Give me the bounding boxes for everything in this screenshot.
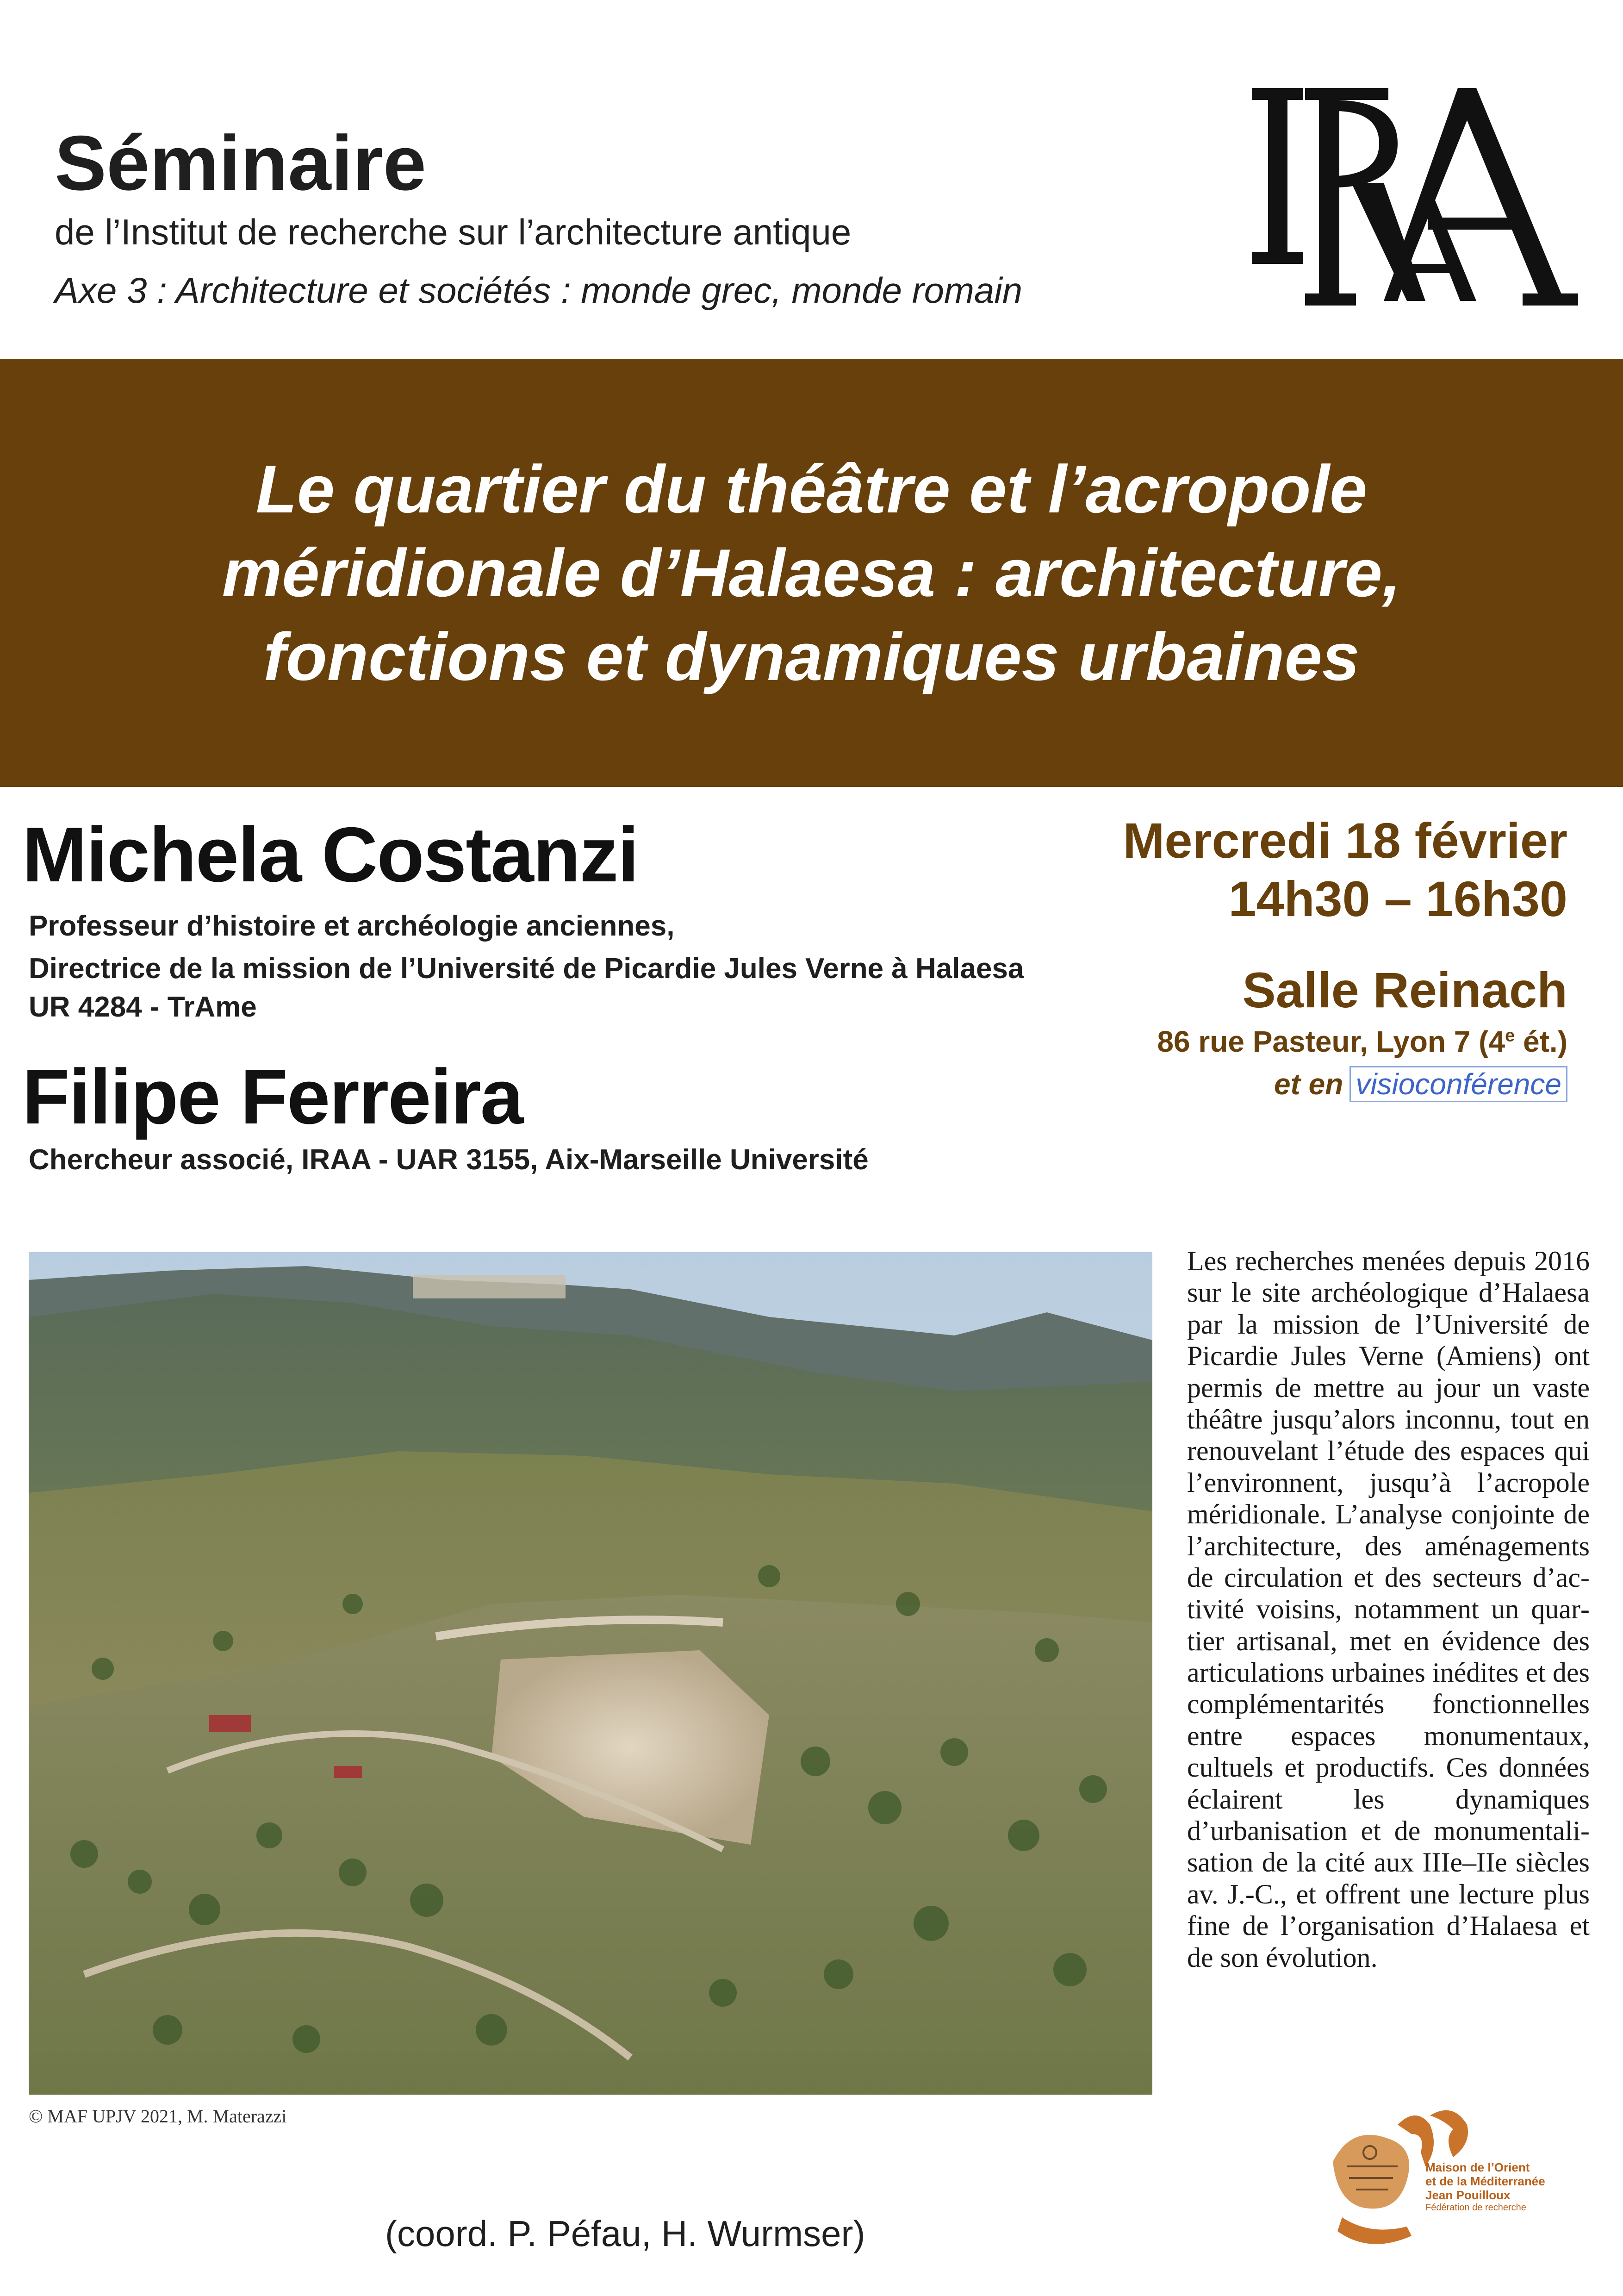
speaker-2-name: Filipe Ferreira bbox=[22, 1053, 523, 1140]
event-time: 14h30 – 16h30 bbox=[1228, 871, 1567, 927]
abstract-text: Les recherches menées depuis 2016 sur le site archéologique d’Halaesa par la mission de l’Université de Picardie Jules Verne (Amiens) ont permis de mettre au jour un vaste théâtre jusqu’alors inconnu, tout en renouvelant l’étude des espaces qui l’environnent, jusqu’à l’acropole méridionale. L’analyse conjointe de l’architecture, des aménagements de circulation et des secteurs d’activité voisins, notamment un quartier artisanal, met en évidence des articulations urbaines inédites et des complémentarités fonctionnelles entre espaces monumentaux, cultuels et productifs. Ces données éclairent les dynamiques d’urbanisation et de monumentalisation de la cité aux IIIe–IIe siècles av. J.-C., et offrent une lecture plus fine de l’organisation d’Halaesa et de son évolution. bbox=[1187, 1246, 1590, 1973]
axis-line: Axe 3 : Architecture et sociétés : monde grec, monde romain bbox=[55, 270, 1023, 311]
address-floor: ét.) bbox=[1515, 1025, 1567, 1058]
coordination: (coord. P. Péfau, H. Wurmser) bbox=[385, 2213, 865, 2254]
event-online bbox=[1274, 1069, 1567, 1099]
visioconference-link[interactable]: visioconférence bbox=[1349, 1066, 1567, 1102]
institute-subtitle: de l’Institut de recherche sur l’architecture antique bbox=[55, 212, 852, 252]
photo-credit: © MAF UPJV 2021, M. Materazzi bbox=[29, 2106, 287, 2127]
mom-line4: Fédération de recherche bbox=[1425, 2202, 1526, 2213]
aerial-site-photo bbox=[29, 1252, 1152, 2095]
event-date: Mercredi 18 février bbox=[1123, 812, 1567, 868]
seminar-topic-title: Le quartier du théâtre et l’acropole méridionale d’Halaesa : architecture, fonctions et dynamiques urbaines bbox=[222, 451, 1401, 695]
speaker-1-affiliation: Professeur d’histoire et archéologie anciennes, bbox=[29, 910, 675, 942]
floor-superscript: e bbox=[1505, 1026, 1515, 1046]
speaker-1-affiliation: UR 4284 - TrAme bbox=[29, 991, 257, 1023]
address-text: 86 rue Pasteur, Lyon 7 (4 bbox=[1157, 1025, 1505, 1058]
speaker-2-affiliation: Chercheur associé, IRAA - UAR 3155, Aix-Marseille Université bbox=[29, 1144, 869, 1176]
landscape-image bbox=[29, 1252, 1152, 2095]
mom-line1: Maison de l’Orient bbox=[1425, 2160, 1530, 2174]
online-prefix: et en bbox=[1274, 1067, 1343, 1101]
mom-line3: Jean Pouilloux bbox=[1425, 2188, 1511, 2202]
event-room: Salle Reinach bbox=[1242, 962, 1567, 1018]
iraa-logo bbox=[1245, 83, 1583, 310]
title-banner bbox=[0, 359, 1623, 787]
mom-label bbox=[1425, 2161, 1545, 2213]
speaker-1-affiliation: Directrice de la mission de l’Université de Picardie Jules Verne à Halaesa bbox=[29, 953, 1024, 985]
event-address bbox=[1157, 1027, 1567, 1056]
mom-line2: et de la Méditerranée bbox=[1425, 2174, 1545, 2188]
seminar-title: Séminaire bbox=[55, 119, 427, 206]
speaker-1-name: Michela Costanzi bbox=[22, 811, 638, 898]
